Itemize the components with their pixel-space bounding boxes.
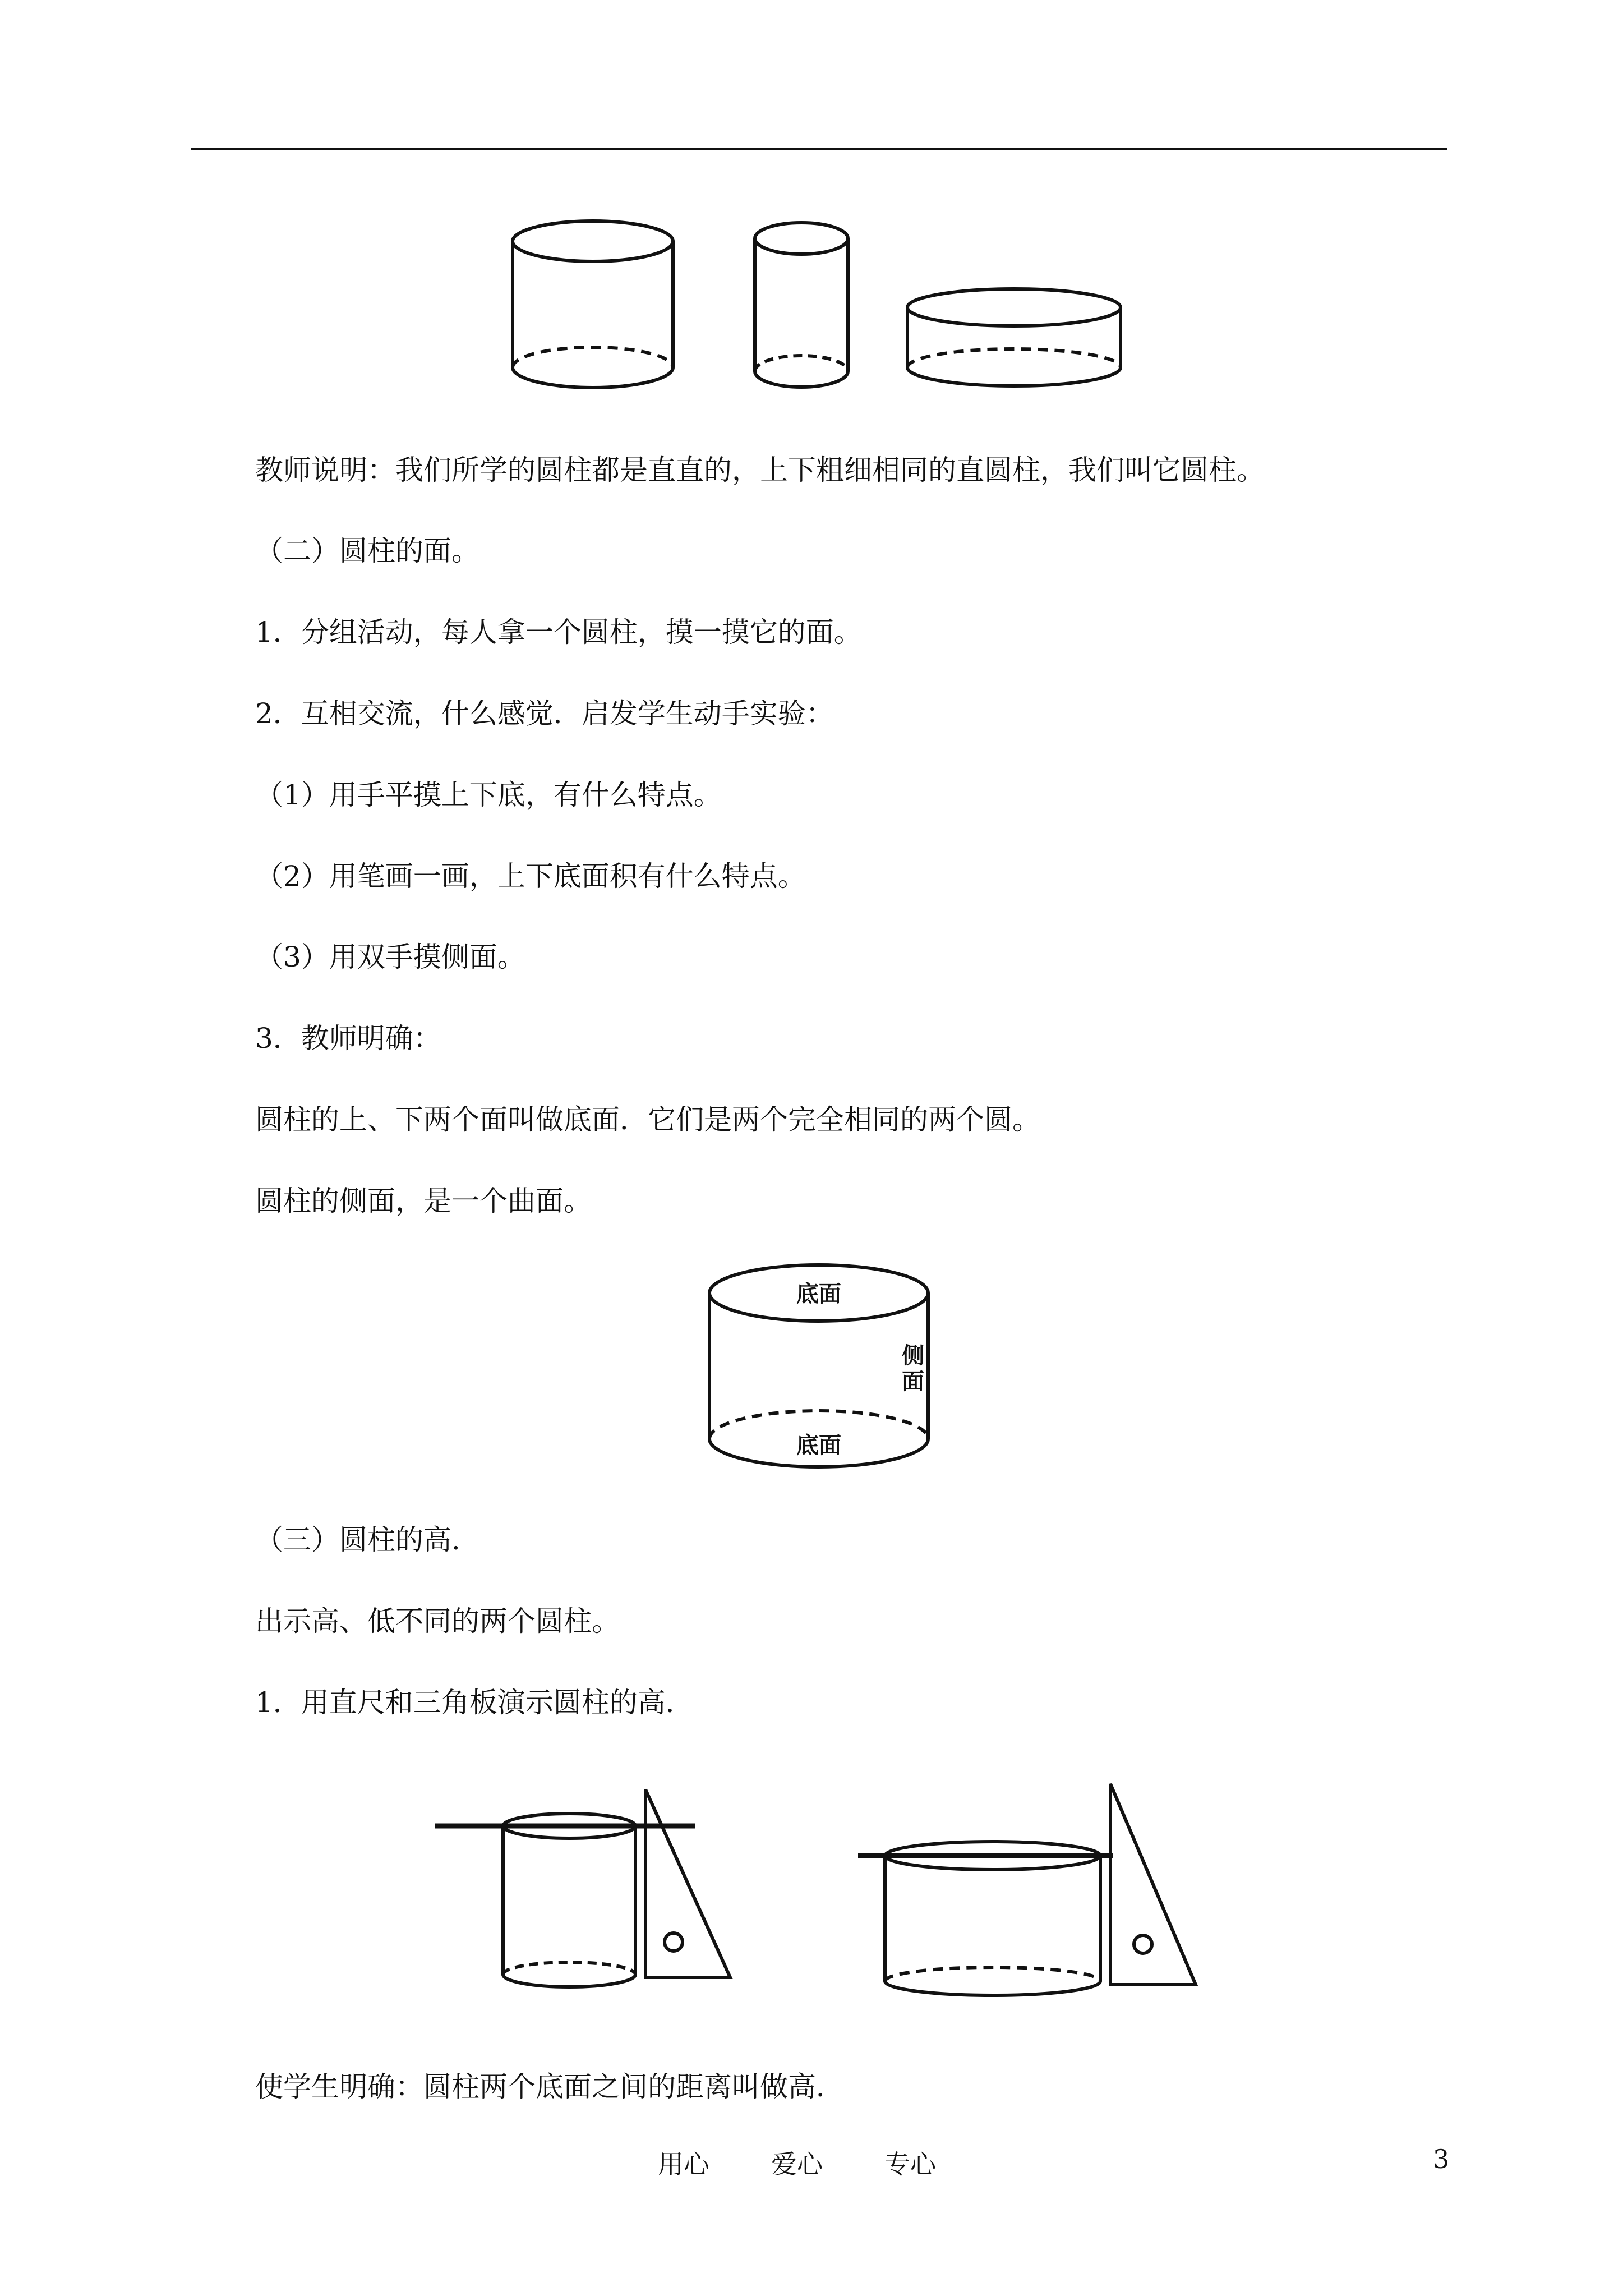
bottom-base-label: 底面 — [796, 1433, 841, 1458]
paragraph: 出示高、低不同的两个圆柱。 — [255, 1605, 620, 1637]
paragraph: （三）圆柱的高． — [255, 1524, 479, 1556]
paragraph: （3）用双手摸侧面。 — [255, 941, 525, 973]
paragraph: 圆柱的侧面，是一个曲面。 — [255, 1185, 592, 1217]
labelled-cylinder-figure — [695, 1257, 942, 1481]
paragraph: 圆柱的上、下两个面叫做底面．它们是两个完全相同的两个圆。 — [255, 1103, 1040, 1136]
footer-slogan-2: 爱心 — [771, 2149, 823, 2179]
cylinder-narrow — [755, 223, 848, 387]
demo-cylinder-tall — [435, 1789, 730, 1987]
paragraph: （2）用笔画一画，上下底面积有什么特点。 — [255, 860, 806, 892]
paragraph: 2．互相交流，什么感觉．启发学生动手实验： — [255, 697, 834, 730]
cylinder-wide — [513, 221, 673, 388]
page-number: 3 — [1433, 2144, 1450, 2174]
paragraph: （二）圆柱的面。 — [255, 535, 479, 567]
paragraph: 使学生明确：圆柱两个底面之间的距离叫做高． — [255, 2070, 844, 2103]
three-cylinders-figure — [505, 213, 1144, 404]
paragraph: 3．教师明确： — [255, 1022, 441, 1055]
side-label-1: 侧 — [902, 1343, 924, 1369]
side-label-2: 面 — [902, 1369, 924, 1395]
paragraph: 1．用直尺和三角板演示圆柱的高． — [255, 1686, 694, 1719]
top-base-label: 底面 — [796, 1281, 841, 1307]
paragraph: 教师说明：我们所学的圆柱都是直直的，上下粗细相同的直圆柱，我们叫它圆柱。 — [255, 454, 1265, 486]
demo-cylinder-short — [858, 1784, 1196, 1995]
header-rule — [191, 148, 1447, 150]
footer-slogan-1: 用心 — [658, 2149, 709, 2179]
height-demo-figure — [432, 1773, 1217, 2008]
cylinder-flat — [907, 289, 1121, 386]
footer-slogan-3: 专心 — [884, 2149, 936, 2179]
paragraph: 1．分组活动，每人拿一个圆柱，摸一摸它的面。 — [255, 616, 862, 648]
paragraph: （1）用手平摸上下底，有什么特点。 — [255, 779, 722, 811]
